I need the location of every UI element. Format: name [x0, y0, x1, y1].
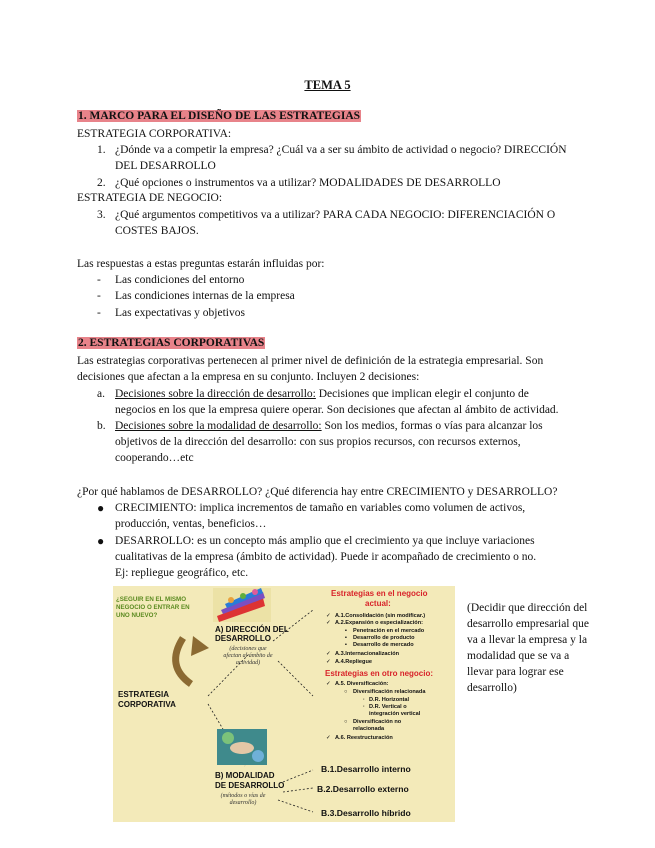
growth-line-2: producción, ventas, beneficios… — [115, 518, 267, 530]
list-number: 2. — [97, 177, 106, 189]
handshake-image — [217, 729, 267, 765]
diagram-question-line: ¿SEGUIR EN EL MISMO — [116, 596, 187, 603]
strategy-subitem: Desarrollo de producto — [353, 635, 415, 641]
section-2-heading-text: 2. ESTRATEGIAS CORPORATIVAS — [78, 337, 265, 349]
people-arrows-image — [213, 588, 271, 622]
square-bullet-icon: ▪ — [345, 642, 347, 648]
curved-arrow-head — [191, 636, 209, 656]
modality-box-note: (métodos o vías de — [220, 793, 266, 799]
question-2: ¿Qué opciones o instrumentos va a utilizar? MODALIDADES DE DESARROLLO — [115, 177, 501, 189]
list-letter: a. — [97, 388, 105, 400]
influence-item: Las condiciones internas de la empresa — [115, 290, 295, 302]
strategy-item: A.2.Expansión o especialización: — [335, 620, 423, 626]
section-1-heading-text: 1. MARCO PARA EL DISEÑO DE LAS ESTRATEGIAS — [78, 110, 361, 122]
ring-bullet-icon: ○ — [344, 689, 348, 695]
decision-a-line-2: negocios en los que la empresa quiere operar. Son decisiones que afectan al ámbito de actividad. — [115, 404, 559, 416]
influence-item: Las expectativas y objetivos — [115, 307, 245, 319]
strategy-subitem: integración vertical — [369, 711, 421, 717]
modality-option: B.2.Desarrollo externo — [317, 784, 409, 794]
decision-b-line-2: objetivos de la dirección del desarrollo: con sus propios recursos, con recursos externos, — [115, 436, 521, 448]
strategy-item: A.5. Diversificación: — [335, 681, 389, 687]
direction-box-note: (decisiones que — [229, 646, 267, 652]
question-1-line-1: ¿Dónde va a competir la empresa? ¿Cuál va a ser su ámbito de actividad o negocio? DIRECCIÓN — [115, 144, 567, 156]
decision-b-title: Decisiones sobre la modalidad de desarrollo: — [115, 420, 322, 432]
check-icon: ✓ — [326, 735, 331, 741]
influence-intro: Las respuestas a estas preguntas estarán influidas por: — [77, 258, 325, 270]
strategy-item: A.6. Reestructuración — [335, 735, 393, 741]
business-strategy-label: ESTRATEGIA DE NEGOCIO: — [77, 192, 223, 204]
bullet-marker: ● — [97, 501, 105, 515]
strategy-item: A.3.Internacionalización — [335, 651, 400, 657]
square-bullet-icon: ▪ — [345, 635, 347, 641]
ring-bullet-icon: ○ — [344, 719, 348, 725]
direction-box-title: A) DIRECCIÓN DEL — [215, 625, 289, 634]
modality-box-title: B) MODALIDAD — [215, 771, 275, 780]
list-letter: b. — [97, 420, 106, 432]
decision-a-text: Decisiones que implican elegir el conjunto de — [315, 388, 529, 400]
strategy-item: A.4.Repliegue — [335, 659, 372, 665]
decision-a-title: Decisiones sobre la dirección de desarrollo: — [115, 388, 316, 400]
side-note: (Decidir que dirección del desarrollo empresarial que va a llevar la empresa y la modalidad que se va a llevar para lograr ese desarrollo) — [467, 602, 589, 694]
dash-marker: - — [97, 290, 101, 302]
strategy-subitem: D.R. Vertical o — [369, 704, 407, 710]
check-icon: ✓ — [326, 620, 331, 626]
modality-box-note: desarrollo) — [229, 800, 257, 806]
corporate-strategy-label: ESTRATEGIA CORPORATIVA: — [77, 128, 232, 140]
direction-box-title: DESARROLLO — [215, 634, 271, 643]
development-line-3: Ej: repliegue geográfico, etc. — [115, 567, 249, 579]
strategy-subitem: D.R. Horizontal — [369, 697, 410, 703]
other-business-heading: Estrategias en otro negocio: — [325, 669, 434, 678]
check-icon: ✓ — [326, 651, 331, 657]
current-business-heading: Estrategias en el negocio — [331, 589, 428, 598]
diagram-question-line: NEGOCIO O ENTRAR EN — [116, 604, 190, 611]
current-business-heading: actual: — [365, 599, 391, 608]
question-3-line-2: COSTES BAJOS. — [115, 225, 199, 237]
list-number: 1. — [97, 144, 106, 156]
direction-box-note: actividad) — [235, 660, 261, 666]
modality-box-title: DE DESARROLLO — [215, 781, 285, 790]
decision-a — [115, 388, 529, 400]
modality-option: B.3.Desarrollo híbrido — [321, 808, 411, 818]
development-line-1: DESARROLLO: es un concepto más amplio que el crecimiento ya que incluye variaciones — [115, 535, 535, 547]
strategy-subitem: Desarrollo de mercado — [353, 642, 414, 648]
question-1-line-2: DEL DESARROLLO — [115, 160, 216, 172]
strategy-subitem: Diversificación no — [353, 719, 402, 725]
influence-item: Las condiciones del entorno — [115, 274, 245, 286]
growth-line-1: CRECIMIENTO: implica incrementos de tamaño en variables como volumen de activos, — [115, 502, 526, 514]
corporate-strategy-diagram — [113, 586, 455, 822]
dot-bullet-icon: · — [363, 704, 365, 710]
strategy-subitem: Penetración en el mercado — [353, 628, 425, 634]
check-icon: ✓ — [326, 659, 331, 665]
square-bullet-icon: ▪ — [345, 628, 347, 634]
paragraph-line: Las estrategias corporativas pertenecen al primer nivel de definición de la estrategia empresarial. Son — [77, 355, 544, 367]
section-1-heading — [77, 110, 361, 122]
strategy-subitem: Diversificación relacionada — [353, 689, 426, 695]
curved-arrow — [176, 638, 191, 684]
check-icon: ✓ — [326, 681, 331, 687]
direction-box-note: afectan al ámbito de — [223, 653, 273, 659]
list-number: 3. — [97, 209, 106, 221]
strategy-item: A.1.Consolidación (sin modificar.) — [335, 613, 426, 619]
decision-b — [115, 420, 543, 432]
strategy-subitem: relacionada — [353, 726, 385, 732]
decision-b-text: Son los medios, formas o vías para alcanzar los — [321, 420, 543, 432]
decision-b-line-3: cooperando…etc — [115, 452, 194, 464]
question-3-line-1: ¿Qué argumentos competitivos va a utilizar? PARA CADA NEGOCIO: DIFERENCIACIÓN O — [115, 209, 556, 221]
dash-marker: - — [97, 274, 101, 286]
diagram-question-line: UNO NUEVO? — [116, 612, 158, 619]
dot-bullet-icon: · — [363, 697, 365, 703]
modality-option: B.1.Desarrollo interno — [321, 764, 411, 774]
development-question: ¿Por qué hablamos de DESARROLLO? ¿Qué diferencia hay entre CRECIMIENTO y DESARROLLO? — [77, 486, 558, 498]
dash-marker: - — [97, 307, 101, 319]
check-icon: ✓ — [326, 613, 331, 619]
page-title: TEMA 5 — [304, 78, 351, 92]
paragraph-line: decisiones que afectan a la empresa en su conjunto. Incluyen 2 decisiones: — [77, 371, 420, 383]
bullet-marker: ● — [97, 534, 105, 548]
development-line-2: cualitativas de la empresa (ámbito de actividad). Puede ir acompañado de crecimiento o no. — [115, 551, 537, 563]
corporate-strategy-root: CORPORATIVA — [118, 700, 176, 709]
corporate-strategy-root: ESTRATEGIA — [118, 690, 169, 699]
section-2-heading — [77, 337, 265, 349]
